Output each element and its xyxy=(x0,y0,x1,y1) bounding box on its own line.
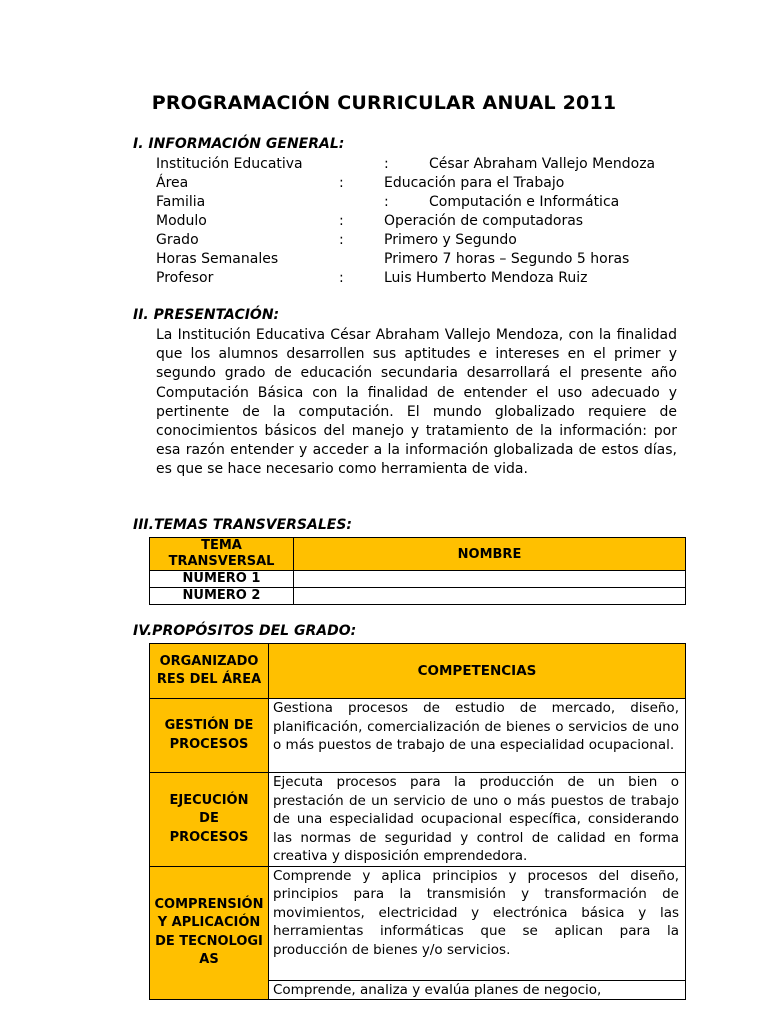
info-value: César Abraham Vallejo Mendoza xyxy=(429,156,656,172)
info-value: Primero 7 horas – Segundo 5 horas xyxy=(384,251,630,267)
organizador-cell: GESTIÓN DE PROCESOS xyxy=(150,699,269,773)
section-informacion-general: I. INFORMACIÓN GENERAL: xyxy=(133,136,345,152)
info-row-modulo xyxy=(156,212,696,231)
info-separator: : xyxy=(384,194,389,210)
nombre-cell xyxy=(294,571,686,588)
info-value: Computación e Informática xyxy=(429,194,620,210)
info-row-profesor xyxy=(156,269,696,288)
info-row-horas xyxy=(156,250,696,269)
info-row-institucion xyxy=(156,155,696,174)
info-label: Modulo xyxy=(156,213,207,229)
info-separator: : xyxy=(339,175,344,191)
info-value: Educación para el Trabajo xyxy=(384,175,565,191)
info-label: Familia xyxy=(156,194,206,210)
header-nombre: NOMBRE xyxy=(294,538,686,571)
info-separator: : xyxy=(384,156,389,172)
table-row xyxy=(150,699,686,773)
competencia-cell: Ejecuta procesos para la producción de un bien o prestación de un servicio de uno o más puestos de trabajo de una especialidad ocupacional específica, considerando las normas de seguridad y control de calidad en forma creativa y disposición emprendedora. xyxy=(269,773,686,867)
info-label: Institución Educativa xyxy=(156,156,303,172)
nombre-cell xyxy=(294,588,686,605)
organizador-cell: EJECUCIÓN DE PROCESOS xyxy=(150,773,269,867)
info-label: Profesor xyxy=(156,270,214,286)
header-organizadores: ORGANIZADORES DEL ÁREA xyxy=(150,644,269,699)
table-row xyxy=(150,866,686,980)
info-label: Horas Semanales xyxy=(156,251,279,267)
info-value: Primero y Segundo xyxy=(384,232,517,248)
section-propositos-del-grado: IV.PROPÓSITOS DEL GRADO: xyxy=(133,623,357,639)
header-tema-transversal: TEMA TRANSVERSAL xyxy=(150,538,294,571)
table-row xyxy=(150,571,686,588)
section-presentacion: II. PRESENTACIÓN: xyxy=(133,307,280,323)
propositos-table xyxy=(149,643,686,1000)
info-row-grado xyxy=(156,231,696,250)
info-separator: : xyxy=(339,270,344,286)
tema-cell: NUMERO 2 xyxy=(150,588,294,605)
info-value: Luis Humberto Mendoza Ruiz xyxy=(384,270,588,286)
info-separator: : xyxy=(339,232,344,248)
section-temas-transversales: III.TEMAS TRANSVERSALES: xyxy=(133,517,353,533)
header-competencias: COMPETENCIAS xyxy=(269,644,686,699)
info-row-familia xyxy=(156,193,696,212)
document-title: PROGRAMACIÓN CURRICULAR ANUAL 2011 xyxy=(151,92,617,114)
table-row xyxy=(150,588,686,605)
table-row xyxy=(150,773,686,867)
info-value: Operación de computadoras xyxy=(384,213,584,229)
presentation-paragraph: La Institución Educativa César Abraham Vallejo Mendoza, con la finalidad que los alumnos desarrollen sus aptitudes e intereses en el primer y segundo grado de educación secundaria desarrollará el presente año Computación Básica con la finalidad de entender el uso adecuado y pertinente de la computación. El mundo globalizado requiere de conocimientos básicos del manejo y tratamiento de la información: por esa razón entender y acceder a la información globalizada de estos días, es que se hace necesario como herramienta de vida. xyxy=(156,327,677,478)
competencia-cell: Comprende, analiza y evalúa planes de negocio, xyxy=(269,980,686,1000)
table-header-row xyxy=(150,538,686,571)
table-header-row xyxy=(150,644,686,699)
info-label: Grado xyxy=(156,232,199,248)
info-row-area xyxy=(156,174,696,193)
organizador-cell: COMPRENSIÓN Y APLICACIÓN DE TECNOLOGIAS xyxy=(150,866,269,1000)
competencia-cell: Gestiona procesos de estudio de mercado, diseño, planificación, comercialización de bienes o servicios de uno o más puestos de trabajo de una especialidad ocupacional. xyxy=(269,699,686,773)
temas-table xyxy=(149,537,686,605)
competencia-cell: Comprende y aplica principios y procesos del diseño, principios para la transmisión y transformación de movimientos, electricidad y electrónica básica y las herramientas informáticas que se aplican para la producción de bienes y/o servicios. xyxy=(269,866,686,980)
info-separator: : xyxy=(339,213,344,229)
info-label: Área xyxy=(156,175,189,191)
tema-cell: NUMERO 1 xyxy=(150,571,294,588)
